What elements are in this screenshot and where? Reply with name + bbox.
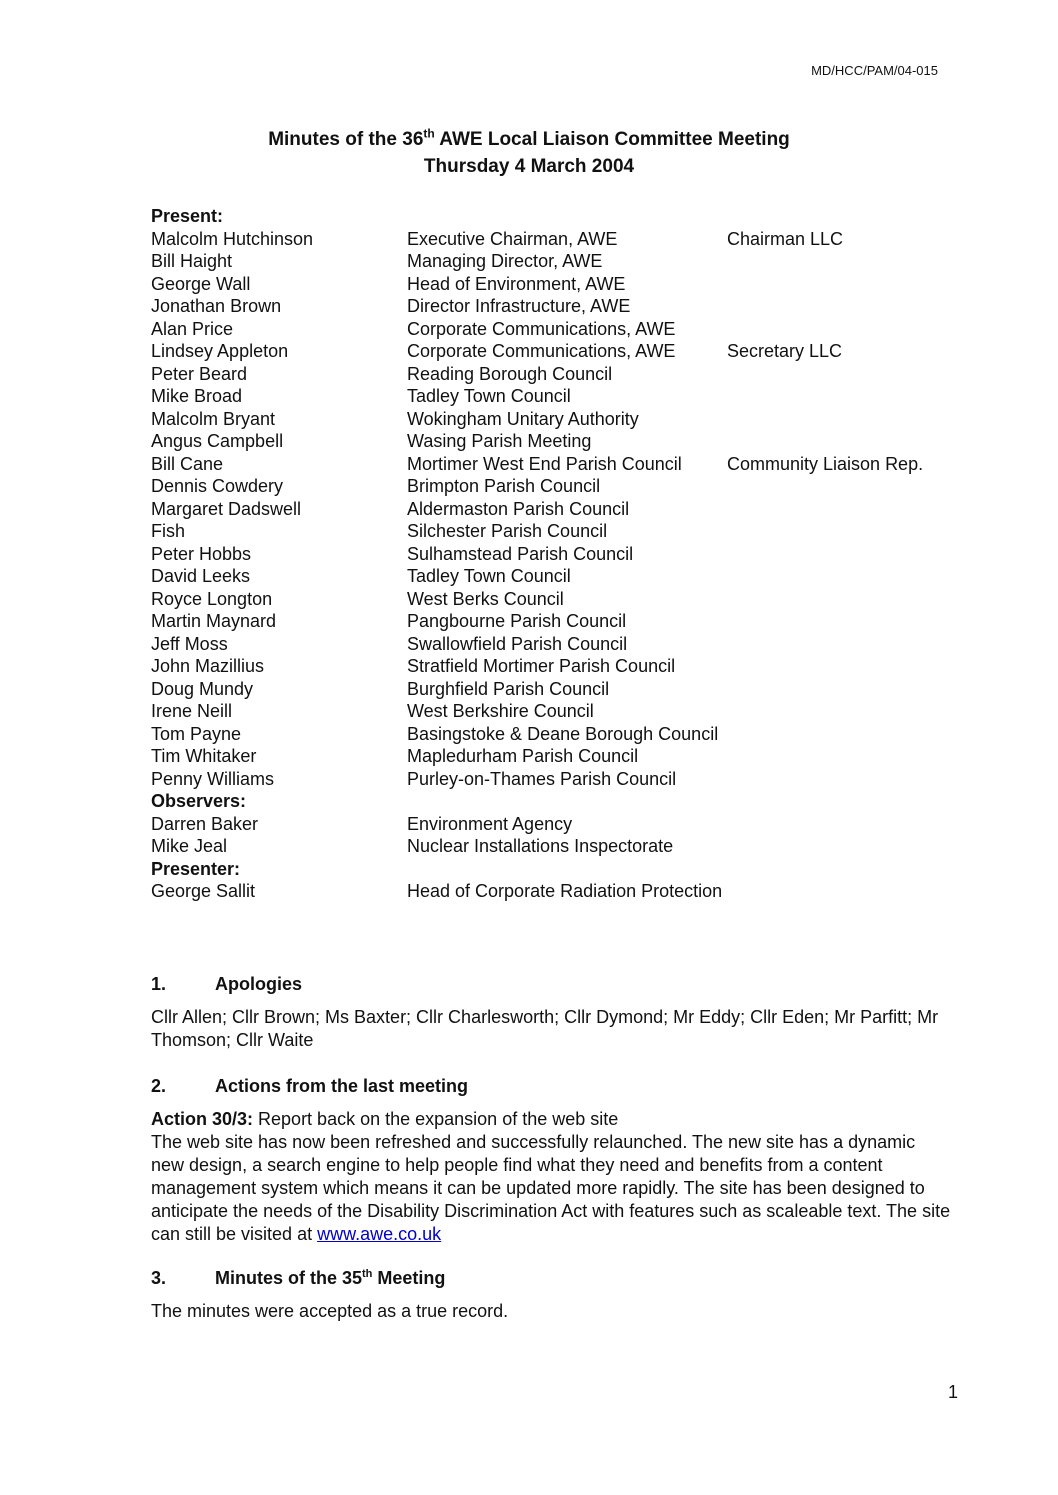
attendee-name: Margaret Dadswell <box>151 498 302 519</box>
attendee-row <box>151 430 991 453</box>
attendee-role <box>727 768 987 791</box>
attendee-row <box>151 880 991 903</box>
action-item: Action 30/3: Report back on the expansion of the web site <box>151 1109 619 1129</box>
attendee-role <box>727 745 987 768</box>
attendee-name: Malcolm Hutchinson <box>151 228 314 249</box>
attendee-organisation: Head of Environment, AWE <box>407 273 626 294</box>
attendee-name: Peter Beard <box>151 363 248 384</box>
attendee-name: Martin Maynard <box>151 611 277 631</box>
attendee-name: Tim Whitaker <box>151 746 257 766</box>
section-heading: 2. Actions from the last meeting <box>151 1076 469 1096</box>
attendee-role <box>727 273 987 296</box>
attendee-name: Bill Cane <box>151 453 224 474</box>
attendee-name: John Mazillius <box>151 656 265 676</box>
attendee-row <box>151 453 991 476</box>
attendee-name: Doug Mundy <box>151 678 254 699</box>
actions-body: The web site has now been refreshed and successfully relaunched. The new site has a dynamic new design, a search engine to help people find what they need and benefits from a content management system which means it can be updated more rapidly. The site has been designed to anticipate the needs of the Disability Discrimination Act with features such as scaleable text. The site can still be visited at www.awe.co.uk <box>151 1132 951 1244</box>
minutes-text: The minutes were accepted as a true record. <box>151 1301 509 1321</box>
attendee-name: Jeff Moss <box>151 633 228 654</box>
attendee-name: Jonathan Brown <box>151 296 282 316</box>
attendee-row <box>151 475 991 498</box>
attendee-name: Alan Price <box>151 318 234 339</box>
attendance-heading <box>151 205 991 228</box>
attendee-role <box>727 318 987 341</box>
title-line-1: Minutes of the 36th AWE Local Liaison Committee Meeting <box>268 126 790 150</box>
attendee-role <box>727 835 987 858</box>
attendee-organisation: Director Infrastructure, AWE <box>407 296 631 316</box>
attendee-name: Malcolm Bryant <box>151 408 276 429</box>
attendee-role <box>727 385 987 408</box>
attendance-heading-label: Presenter: <box>151 858 241 879</box>
attendee-role <box>727 430 987 453</box>
attendee-name: George Wall <box>151 273 251 294</box>
attendee-role <box>727 588 987 611</box>
attendee-name: Darren Baker <box>151 813 259 834</box>
attendee-name: Mike Jeal <box>151 836 228 856</box>
attendee-role <box>727 723 987 746</box>
attendee-name: Peter Hobbs <box>151 543 252 564</box>
attendee-role <box>727 880 987 903</box>
website-link[interactable]: www.awe.co.uk <box>317 1224 442 1244</box>
attendee-role <box>727 565 987 588</box>
attendee-row <box>151 295 991 318</box>
attendee-name: Fish <box>151 521 186 541</box>
attendee-row <box>151 813 991 836</box>
attendee-role: Secretary LLC <box>727 341 843 361</box>
attendee-row <box>151 385 991 408</box>
attendee-role <box>727 250 987 273</box>
attendee-organisation: Aldermaston Parish Council <box>407 498 630 519</box>
attendance-heading <box>151 858 991 881</box>
attendee-row <box>151 700 991 723</box>
attendee-role: Chairman LLC <box>727 228 844 249</box>
attendee-organisation: West Berkshire Council <box>407 701 594 721</box>
attendee-row <box>151 250 991 273</box>
apologies-text: Cllr Allen; Cllr Brown; Ms Baxter; Cllr Charlesworth; Cllr Dymond; Mr Eddy; Cllr Eden; Mr Parfitt; Mr Thomson; Cllr Waite <box>151 1007 939 1050</box>
attendee-organisation: Mortimer West End Parish Council <box>407 453 682 474</box>
page-title <box>0 126 1058 180</box>
attendee-row <box>151 318 991 341</box>
attendee-organisation: Sulhamstead Parish Council <box>407 543 634 564</box>
attendee-role <box>727 610 987 633</box>
attendee-role <box>727 520 987 543</box>
attendee-role <box>727 633 987 656</box>
attendance-heading-label: Present: <box>151 206 224 226</box>
attendee-row <box>151 228 991 251</box>
attendee-role <box>727 475 987 498</box>
document-reference: MD/HCC/PAM/04-015 <box>811 63 938 78</box>
attendee-row <box>151 543 991 566</box>
attendee-row <box>151 363 991 386</box>
attendance-heading <box>151 790 991 813</box>
attendee-role <box>727 363 987 386</box>
attendee-row <box>151 723 991 746</box>
title-line-2: Thursday 4 March 2004 <box>423 156 635 177</box>
attendee-row <box>151 768 991 791</box>
attendee-organisation: Stratfield Mortimer Parish Council <box>407 656 676 676</box>
section-heading: 3. Minutes of the 35th Meeting <box>151 1268 446 1288</box>
attendee-organisation: Purley-on-Thames Parish Council <box>407 768 677 789</box>
attendee-organisation: Pangbourne Parish Council <box>407 611 627 631</box>
attendee-organisation: Environment Agency <box>407 813 573 834</box>
page-number: 1 <box>947 1382 958 1402</box>
attendee-row <box>151 745 991 768</box>
attendee-organisation: Nuclear Installations Inspectorate <box>407 836 674 856</box>
attendee-name: Tom Payne <box>151 723 242 744</box>
attendee-organisation: Basingstoke & Deane Borough Council <box>407 723 719 744</box>
attendee-row <box>151 633 991 656</box>
attendee-role <box>727 295 987 318</box>
attendee-name: Lindsey Appleton <box>151 341 289 361</box>
attendee-row <box>151 273 991 296</box>
attendee-name: George Sallit <box>151 881 256 901</box>
attendance-heading-label: Observers: <box>151 791 247 811</box>
attendee-organisation: Tadley Town Council <box>407 386 571 406</box>
attendee-name: Bill Haight <box>151 251 233 271</box>
attendee-role <box>727 655 987 678</box>
attendee-row <box>151 565 991 588</box>
attendee-row <box>151 610 991 633</box>
attendee-row <box>151 678 991 701</box>
attendee-name: Angus Campbell <box>151 431 284 451</box>
attendee-row <box>151 408 991 431</box>
attendee-row <box>151 655 991 678</box>
section-minutes <box>151 1268 951 1323</box>
attendee-organisation: Wasing Parish Meeting <box>407 431 592 451</box>
attendee-organisation: Managing Director, AWE <box>407 251 603 271</box>
attendee-organisation: Burghfield Parish Council <box>407 678 610 699</box>
attendance-list <box>151 205 991 903</box>
section-heading: 1. Apologies <box>151 974 303 994</box>
section-apologies <box>151 974 951 1052</box>
attendee-organisation: Tadley Town Council <box>407 566 571 586</box>
attendee-organisation: Silchester Parish Council <box>407 521 608 541</box>
attendee-organisation: Wokingham Unitary Authority <box>407 408 639 429</box>
attendee-organisation: Brimpton Parish Council <box>407 476 601 496</box>
attendee-organisation: Executive Chairman, AWE <box>407 228 618 249</box>
attendee-row <box>151 498 991 521</box>
attendee-role <box>727 408 987 431</box>
attendee-name: Royce Longton <box>151 588 273 609</box>
attendee-organisation: Corporate Communications, AWE <box>407 318 676 339</box>
attendee-name: David Leeks <box>151 566 251 586</box>
attendee-role <box>727 543 987 566</box>
attendee-name: Penny Williams <box>151 768 275 789</box>
attendee-name: Irene Neill <box>151 701 233 721</box>
attendee-name: Dennis Cowdery <box>151 476 284 496</box>
attendee-role <box>727 678 987 701</box>
attendee-row <box>151 520 991 543</box>
attendee-row <box>151 340 991 363</box>
attendee-organisation: Swallowfield Parish Council <box>407 633 628 654</box>
section-actions <box>151 1076 951 1246</box>
attendee-row <box>151 835 991 858</box>
attendee-organisation: Head of Corporate Radiation Protection <box>407 881 723 901</box>
attendee-role <box>727 498 987 521</box>
attendee-name: Mike Broad <box>151 386 243 406</box>
attendee-role <box>727 813 987 836</box>
attendee-row <box>151 588 991 611</box>
attendee-role <box>727 700 987 723</box>
attendee-organisation: Reading Borough Council <box>407 363 613 384</box>
attendee-organisation: Corporate Communications, AWE <box>407 341 676 361</box>
attendee-organisation: Mapledurham Parish Council <box>407 746 639 766</box>
attendee-role: Community Liaison Rep. <box>727 453 924 474</box>
attendee-organisation: West Berks Council <box>407 588 564 609</box>
